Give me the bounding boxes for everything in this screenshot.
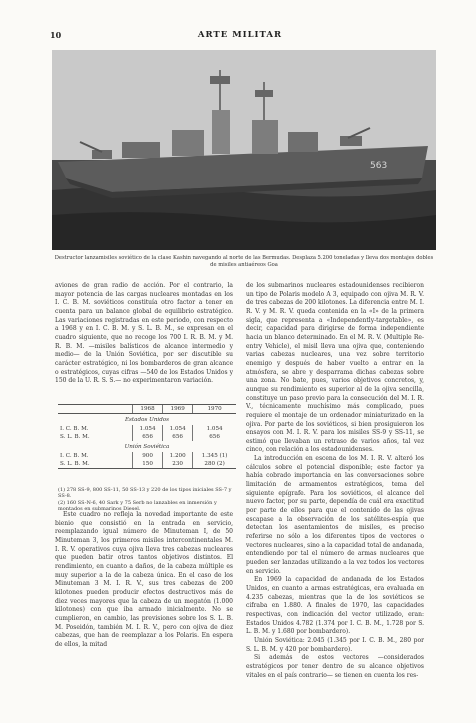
hull-number: 563 [370, 161, 388, 171]
table-header-row [58, 405, 236, 414]
figure-caption: Destructor lanzamisiles soviético de la clase Kashin navegando al norte de las Bermudas. Desplaza 5.200 toneladas y lleva dos montajes dobles de misiles antiaéreos Goa [54, 255, 434, 269]
paragraph: Este cuadro no refleja la novedad importante de este bienio que consistió en la entrada en servicio, reemplazando igual número de Minuteman I, de 50 Minuteman 3, los primeros misiles intercontinentales M. I. R. V. operativos cuya ojiva lleva tres cabezas nucleares que pueden batir otros tantos objetivos distintos. El rendimiento, en cuanto a daños, de la cabeza múltiple es muy superior a la de la cabeza única. En el caso de los Minuteman 3 M. I. R. V., sus tres cabezas de 200 kilotones pueden producir efectos destructivos más de diez veces mayores que la cabeza de un megatón (1.000 kilotones) con que iba armado inicialmente. No se cumplieron, en cambio, las previsiones sobre los S. L. B. M. Poseidón, también M. I. R. V., pero con ojiva de diez cabezas, que han de reemplazar a los Polaris. En espera de ellos, la mitad [55, 511, 233, 648]
cell: 656 [193, 433, 236, 441]
cell: 1.054 [163, 425, 193, 433]
left-column [55, 282, 233, 386]
table-note: (1) 278 SS-9, 800 SS-11, 50 SS-13 y 220 de los tipos iniciales SS-7 y SS-8. [58, 487, 232, 500]
destroyer-photo [52, 50, 436, 250]
cell: 230 [163, 460, 193, 469]
left-column-continued [55, 511, 233, 650]
section-title: Estados Unidos [124, 417, 170, 424]
year-header: 1970 [193, 405, 236, 414]
paragraph: de los submarinos nucleares estadounidenses recibieron un tipo de Polaris modelo A 3, equipado con ojiva M. R. V. de tres cabezas de 200 kilotones. La diferencia entre M. I. R. V. y M. R. V. queda contenida en la «I» de la primera sigla, que representa a «Independently-targetable», es decir, capacidad para dirigirse de forma independiente hacia un blanco determinado. En el M. R. V. (Multiple Re-entry Vehicle), el misil lleva una ojiva que, conteniendo varias cabezas nucleares, una vez sobre territorio enemigo y después de haber vuelto a entrar en la atmósfera, se abre y desparrama dichas cabezas sobre una zona. No bate, pues, varios objetivos concretos, y, aunque su rendimiento es superior al de la ojiva sencilla, constituye un paso previo para la consecución del M. I. R. V., técnicamente muchísimo más complicado, pues requiere el montaje de un ordenador miniaturizado en la ojiva. Por parte de los soviéticos, si bien prosiguieron los ensayos con M. I. R. V. para los misiles SS-9 y SS-11, se estimó que llevaban un retraso de varios años, tal vez cinco, con relación a los estadounidenses. [246, 282, 424, 454]
row-label: I. C. B. M. [60, 452, 89, 459]
paragraph: Si además de estos vectores —considerados estratégicos por tener dentro de su alcance objetivos vitales en el país contrario— se tienen en cuenta los res- [246, 654, 424, 679]
running-title: ARTE MILITAR [197, 30, 283, 40]
table-row [58, 452, 236, 460]
paragraph: En 1969 la capacidad de andanada de los Estados Unidos, en cuanto a armas estratégicas, era evaluada en 4.235 cabezas, mientras que la de los soviéticos se cifraba en 1.880. A finales de 1970, las capacidades respectivas, con indicación del vector utilizado, eran: Estados Unidos 4.782 (1.374 por I. C. B. M., 1.728 por S. L. B. M. y 1.680 por bombardero). [246, 576, 424, 636]
cell: 280 (2) [193, 460, 236, 469]
page-header [50, 30, 430, 42]
row-label: S. L. B. M. [58, 460, 133, 469]
cell: 656 [163, 433, 193, 441]
year-header: 1969 [163, 405, 193, 414]
table-note: (2) 160 SS-N-6, 40 Sark y 75 Serb no lanzables en inmersión y montados en submarinos Diesel. [58, 499, 217, 513]
missiles-table [58, 404, 236, 469]
paragraph: aviones de gran radio de acción. Por el contrario, la mayor potencia de las cargas nucleares montadas en los I. C. B. M. soviéticos constituía otro factor a tener en cuenta para un balance global de equilibrio estratégico. Las variaciones registradas en este periodo, con respecto a 1968 y en I. C. B. M. y S. L. B. M., se expresan en el cuadro siguiente, que no recoge los 700 I. R. B. M. y M. R. B. M. —misiles balísticos de alcance intermedio y medio— de la Unión Soviética, por ser discutible su carácter estratégico, ni los bombarderos de gran alcance o estratégicos, cuyas cifras —540 de los Estados Unidos y 150 de la U. R. S. S.— no experimentaron variación. [55, 282, 233, 385]
section-row [58, 441, 236, 451]
year-header: 1968 [133, 405, 163, 414]
section-title: Unión Soviética [124, 444, 170, 451]
page-number: 10 [50, 30, 62, 40]
ship-illustration [52, 50, 436, 250]
table-row [58, 425, 236, 433]
table-row [58, 433, 236, 441]
cell: 1.054 [193, 425, 236, 433]
row-label: I. C. B. M. [60, 425, 89, 432]
paragraph: La introducción en escena de los M. I. R. V. alteró los cálculos sobre el potencial disponible; este factor ya había cobrado importancia en las conversaciones sobre limitación de armamentos estratégicos, tema del siguiente epígrafe. Para los soviéticos, el alcance del nuevo factor, por su parte, dependía de cuál era exactitud por parte de ellos para que el contenido de las ojivas escapase a la observación de los satélites-espía que detectan los asentamientos de misiles, es preciso referirse no sólo a los diferentes tipos de vectores o vectores nucleares, sino a la capacidad total de andanada, entendiendo por tal el número de armas nucleares que pueden ser lanzadas utilizando a la vez todos los vectores en servicio. [246, 455, 425, 575]
paragraph: Unión Soviética: 2.045 (1.345 por I. C. B. M., 280 por S. L. B. M. y 420 por bombardero). [246, 636, 424, 653]
table-notes [58, 487, 236, 513]
cell: 900 [133, 452, 163, 460]
table-row [58, 460, 236, 469]
row-label: S. L. B. M. [60, 434, 90, 441]
cell: 656 [133, 433, 163, 441]
cell: 150 [133, 460, 163, 469]
cell: 1.200 [163, 452, 193, 460]
section-row [58, 414, 236, 425]
cell: 1.345 (1) [193, 452, 236, 460]
cell: 1.054 [133, 425, 163, 433]
right-column [246, 282, 424, 680]
